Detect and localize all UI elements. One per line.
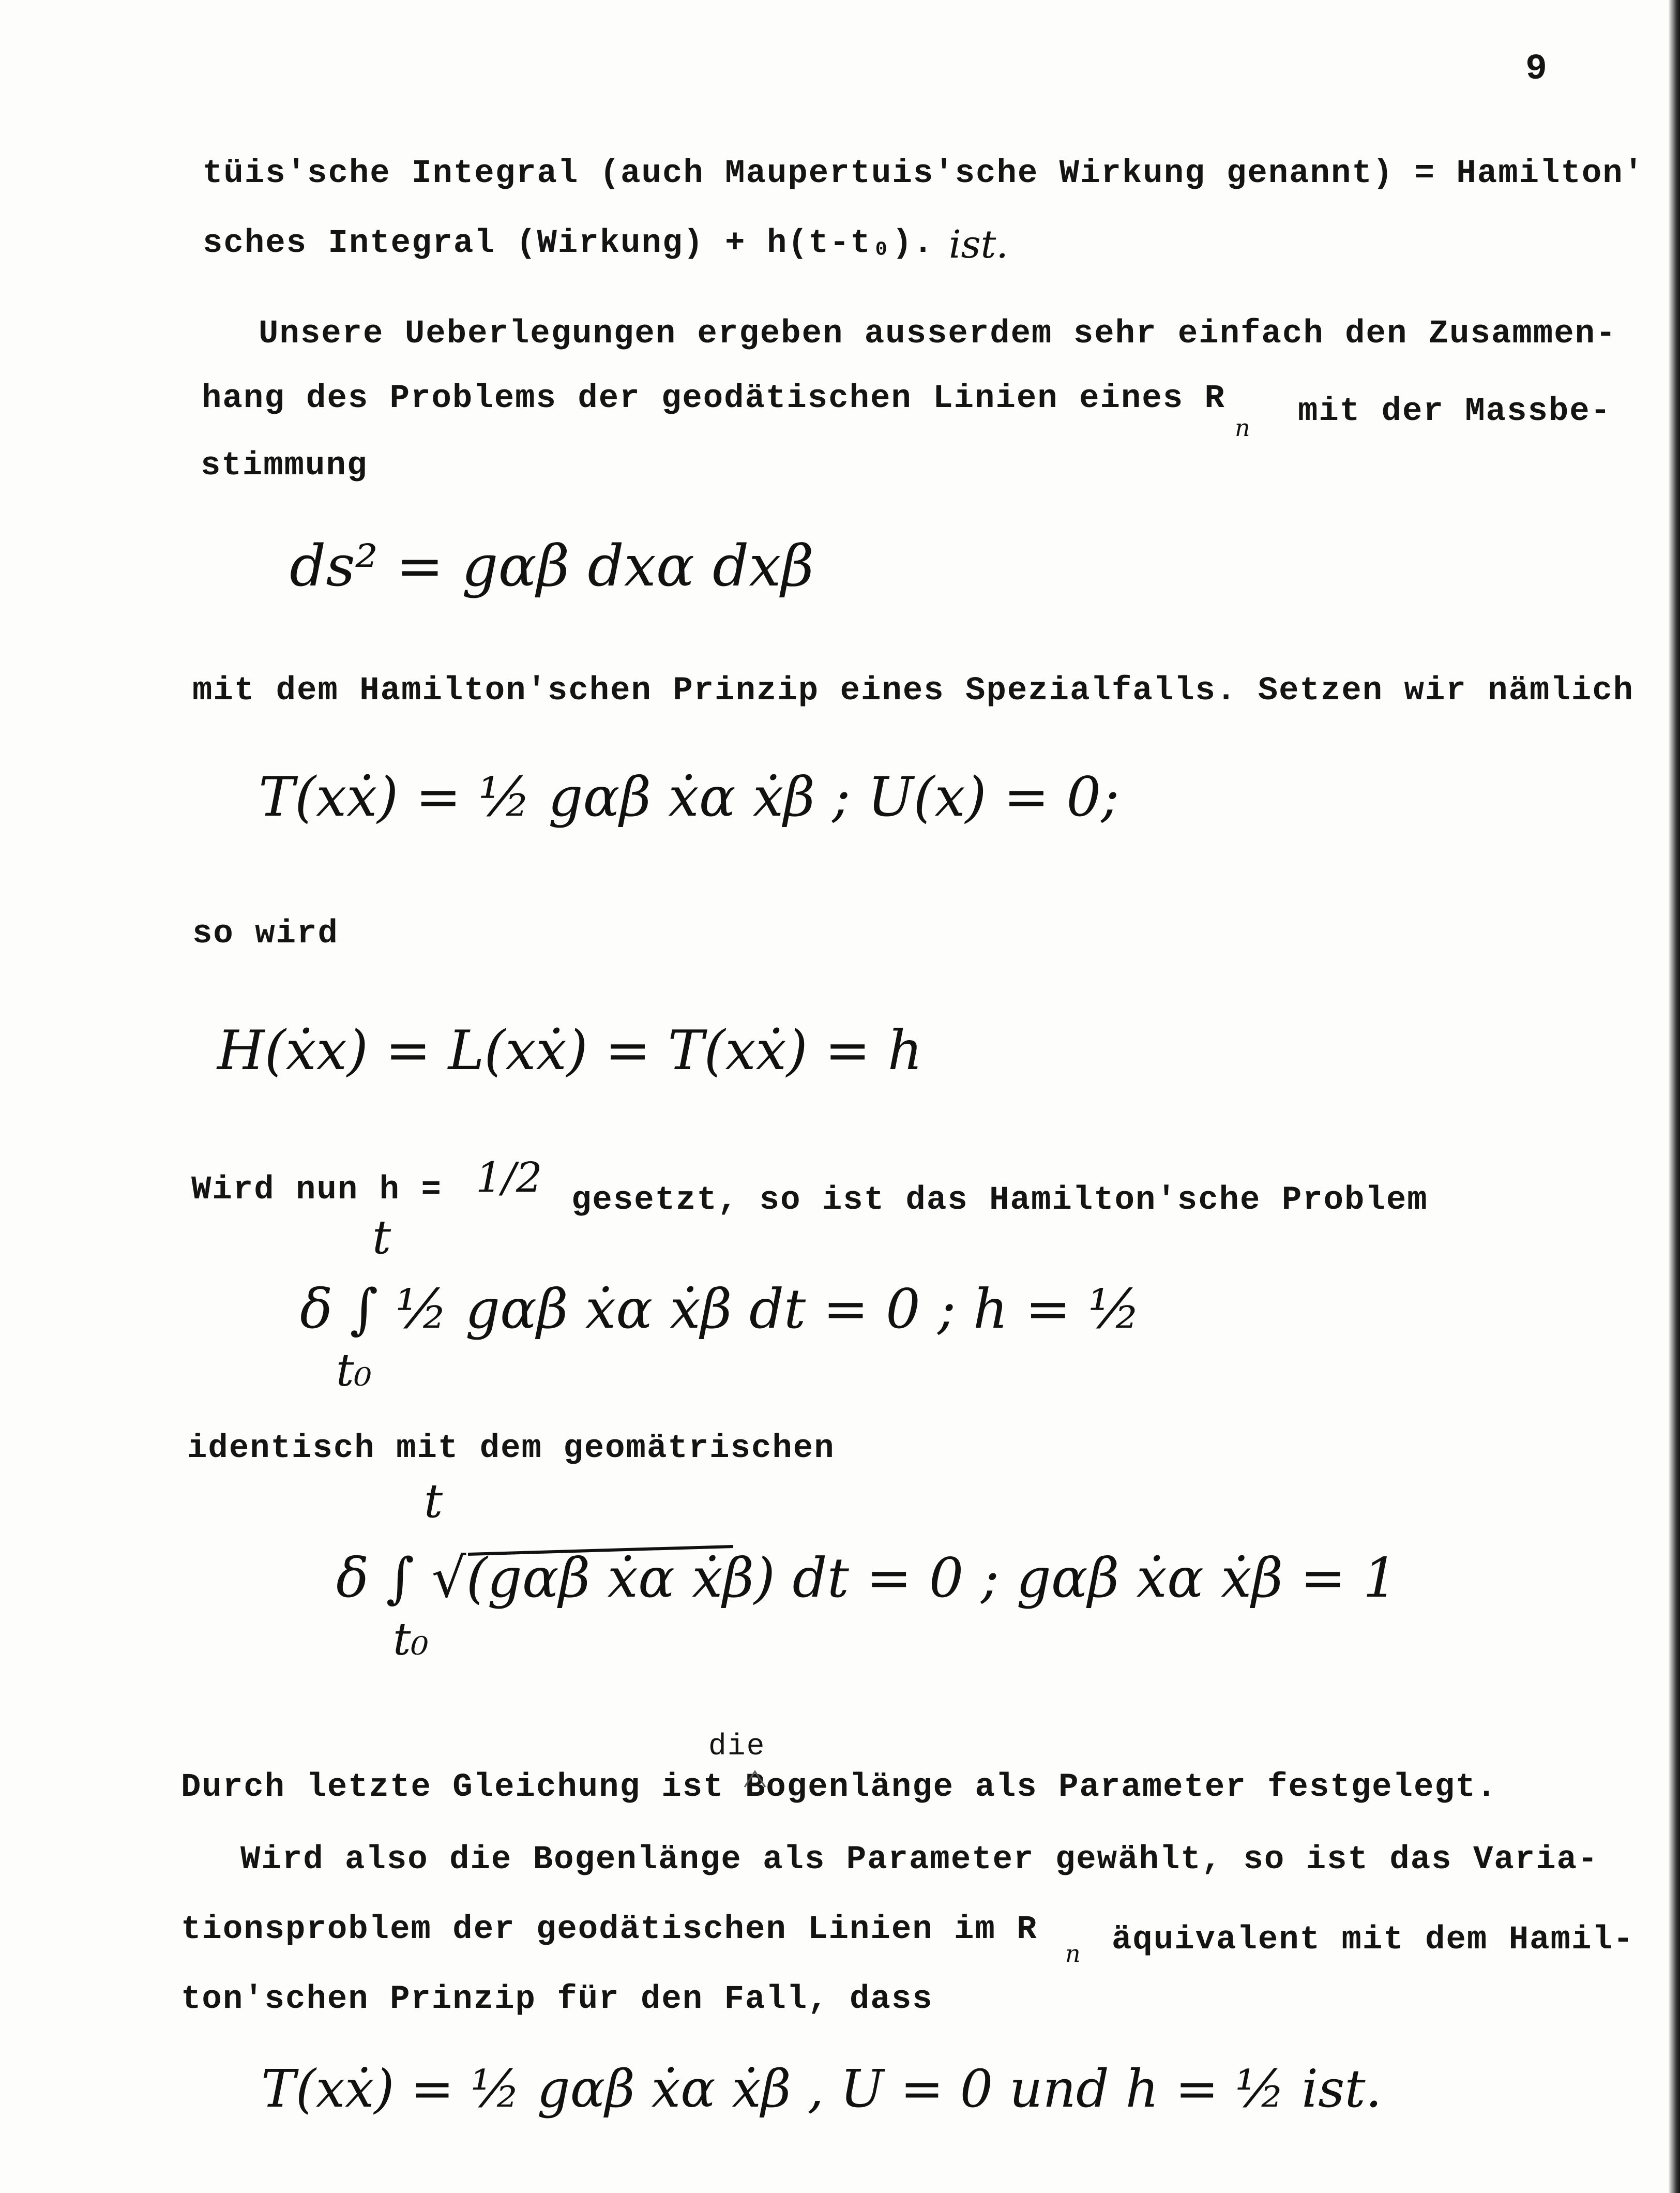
equation-kinetic: T(xẋ) = ½ gαβ ẋα ẋβ ; U(x) = 0; (259, 765, 1119, 829)
equation-metric: ds² = gαβ dxα dxβ (290, 533, 814, 599)
text-line-6: mit dem Hamilton'schen Prinzip eines Spezialfalls. Setzen wir nämlich (192, 672, 1634, 710)
integral-upper-limit-1: t (372, 1210, 391, 1265)
text-line-7: so wird (192, 915, 339, 953)
text-line-12b: äquivalent mit dem Hamil- (1112, 1921, 1634, 1959)
page-edge-shadow (1669, 0, 1680, 2193)
handwritten-subscript-n-1: n (1235, 414, 1250, 442)
equation-variation-1: δ ∫ ½ gαβ ẋα ẋβ dt = 0 ; h = ½ (300, 1278, 1141, 1341)
handwritten-subscript-n-2: n (1065, 1940, 1081, 1967)
text-line-13: ton'schen Prinzip für den Fall, dass (181, 1981, 933, 2018)
equation-hamiltonian: H(ẋx) = L(xẋ) = T(xẋ) = h (217, 1019, 923, 1082)
text-line-8b: gesetzt, so ist das Hamilton'sche Problem (571, 1182, 1428, 1219)
text-insertion-die: die (708, 1730, 766, 1764)
integral-lower-limit-1: t₀ (336, 1345, 372, 1396)
text-line-11: Wird also die Bogenlänge als Parameter gewählt, so ist das Varia- (240, 1841, 1599, 1879)
equation-final: T(xẋ) = ½ gαβ ẋα ẋβ , U = 0 und h = ½ ist. (261, 2059, 1382, 2119)
integral-lower-limit-2: t₀ (393, 1614, 429, 1665)
text-line-8a: Wird nun h = (191, 1171, 442, 1209)
integral-upper-limit-2: t (424, 1474, 443, 1528)
page-number: 9 (1525, 49, 1549, 90)
text-line-9: identisch mit dem geomätrischen (187, 1430, 835, 1467)
handwritten-fraction-half: 1/2 (476, 1153, 542, 1201)
text-line-12a: tionsproblem der geodätischen Linien im R (181, 1911, 1038, 1948)
text-line-2: sches Integral (Wirkung) + h(t-t₀). (203, 225, 934, 262)
equation-variation-2: δ ∫ √(gαβ ẋα ẋβ) dt = 0 ; gαβ ẋα ẋβ = 1 (336, 1546, 1398, 1610)
text-line-4b: mit der Massbe- (1298, 393, 1612, 430)
text-line-10: Durch letzte Gleichung ist Bogenlänge als Parameter festgelegt. (181, 1769, 1497, 1806)
text-line-4a: hang des Problems der geodätischen Linien eines R (202, 380, 1225, 417)
handwritten-ist-1: ist. (949, 222, 1008, 267)
text-line-1: tüis'sche Integral (auch Maupertuis'sche Wirkung genannt) = Hamilton' (203, 155, 1645, 192)
text-line-3: Unsere Ueberlegungen ergeben ausserdem sehr einfach den Zusammen- (259, 316, 1617, 353)
text-line-5: stimmung (201, 447, 368, 485)
